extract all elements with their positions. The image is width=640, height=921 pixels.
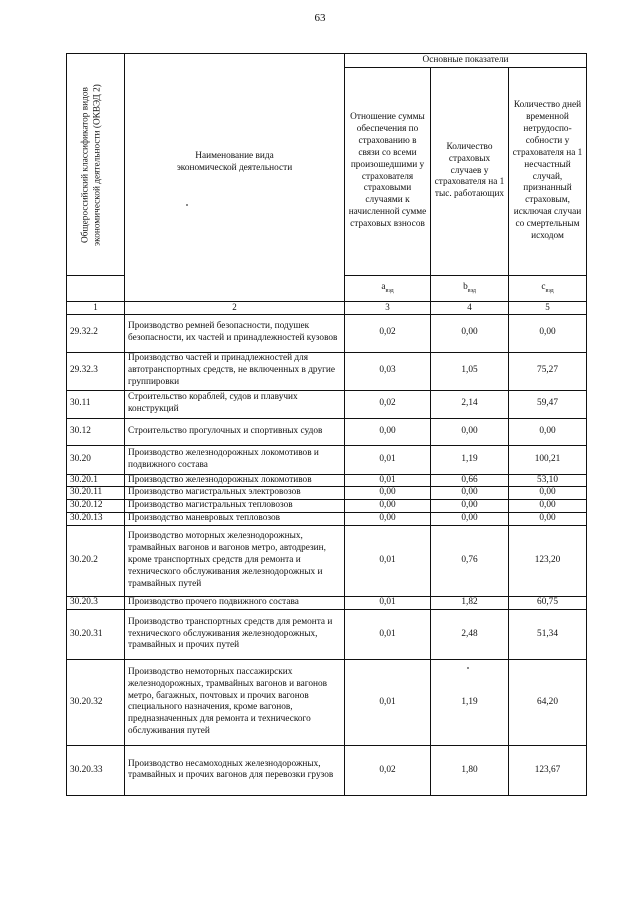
table-row <box>67 314 587 352</box>
col-number-3: 3 <box>345 302 431 315</box>
row-code: 30.20.32 <box>67 659 125 745</box>
row-code: 30.20.11 <box>67 487 125 500</box>
row-code: 30.20.2 <box>67 526 125 597</box>
table-row <box>67 659 587 745</box>
row-value-c: 60,75 <box>509 597 587 610</box>
row-value-a: 0,02 <box>345 390 431 418</box>
col-number-1: 1 <box>67 302 125 315</box>
row-value-a: 0,01 <box>345 526 431 597</box>
row-value-a: 0,01 <box>345 659 431 745</box>
row-code: 30.20.13 <box>67 513 125 526</box>
row-name: Производство прочего подвижного состава <box>125 597 345 610</box>
table-row <box>67 390 587 418</box>
row-value-b: 1,05 <box>431 352 509 390</box>
row-value-a: 0,00 <box>345 500 431 513</box>
col-number-4: 4 <box>431 302 509 315</box>
header-col-c: Количество дней временной нетрудоспо-собности у страхователя на 1 несчастный случай, признанный страховым, исключая случаи со смертельным исходом <box>509 68 587 276</box>
table-row <box>67 487 587 500</box>
row-value-c: 123,20 <box>509 526 587 597</box>
table-row <box>67 474 587 487</box>
row-name: Производство частей и принадлежностей для автотранспортных средств, не включенных в другие группировки <box>125 352 345 390</box>
row-value-a: 0,00 <box>345 487 431 500</box>
header-name-text: Наименование вида экономической деятельности <box>176 150 293 173</box>
row-code: 30.20 <box>67 445 125 474</box>
row-value-b: 1,19 <box>431 445 509 474</box>
row-name: Строительство кораблей, судов и плавучих конструкций <box>125 390 345 418</box>
header-group: Основные показатели <box>345 54 587 68</box>
row-value-b: 0,00 <box>431 513 509 526</box>
scan-speck <box>467 667 469 669</box>
row-value-b: 0,76 <box>431 526 509 597</box>
row-name: Производство магистральных электровозов <box>125 487 345 500</box>
row-value-b: 0,66 <box>431 474 509 487</box>
row-code: 30.20.1 <box>67 474 125 487</box>
row-value-b: 0,00 <box>431 418 509 445</box>
row-value-c: 51,34 <box>509 609 587 659</box>
header-okved: Общероссийский классификатор видов экономической деятельности (ОКВЭД 2) <box>80 83 102 246</box>
row-value-b: 0,00 <box>431 314 509 352</box>
header-col-a: Отношение суммы обеспечения по страхованию в связи со всеми произошедшими у страхователя страховыми случаями к начисленной сумме страховых взносов <box>345 68 431 276</box>
row-value-c: 0,00 <box>509 513 587 526</box>
col-number-5: 5 <box>509 302 587 315</box>
row-value-c: 123,67 <box>509 745 587 795</box>
row-value-b: 1,19 <box>431 659 509 745</box>
row-value-b: 0,00 <box>431 500 509 513</box>
row-code: 29.32.2 <box>67 314 125 352</box>
row-code: 30.20.12 <box>67 500 125 513</box>
row-value-b: 2,48 <box>431 609 509 659</box>
row-name: Строительство прогулочных и спортивных судов <box>125 418 345 445</box>
table-row <box>67 526 587 597</box>
row-name: Производство немоторных пассажирских железнодорожных, трамвайных вагонов и вагонов метро, багажных, почтовых и прочих вагонов специального назначения, кроме вагонов, предназначенных для ремонта и технического обслуживания путей <box>125 659 345 745</box>
col-number-2: 2 <box>125 302 345 315</box>
row-code: 30.20.31 <box>67 609 125 659</box>
row-name: Производство маневровых тепловозов <box>125 513 345 526</box>
table-row <box>67 745 587 795</box>
row-value-c: 0,00 <box>509 500 587 513</box>
table-row <box>67 352 587 390</box>
symbol-b: $b_{вэд}$ <box>431 276 509 302</box>
row-name: Производство несамоходных железнодорожных, трамвайных и прочих вагонов для перевозки грузов <box>125 745 345 795</box>
row-value-a: 0,01 <box>345 474 431 487</box>
row-name: Производство моторных железнодорожных, трамвайных вагонов и вагонов метро, автодрезин, кроме транспортных средств для ремонта и технического обслуживания железнодорожных и трамвайных путей <box>125 526 345 597</box>
row-value-c: 100,21 <box>509 445 587 474</box>
symbol-a: $a_{вэд}$ <box>345 276 431 302</box>
page-number: 63 <box>314 12 326 24</box>
row-value-c: 0,00 <box>509 487 587 500</box>
row-code: 30.20.33 <box>67 745 125 795</box>
table-row <box>67 513 587 526</box>
row-value-b: 0,00 <box>431 487 509 500</box>
row-name: Производство железнодорожных локомотивов и подвижного состава <box>125 445 345 474</box>
table-row <box>67 418 587 445</box>
row-code: 30.11 <box>67 390 125 418</box>
row-value-a: 0,00 <box>345 418 431 445</box>
row-value-b: 1,82 <box>431 597 509 610</box>
header-okved-cell <box>67 54 125 276</box>
table-row <box>67 597 587 610</box>
row-value-c: 64,20 <box>509 659 587 745</box>
row-name: Производство магистральных тепловозов <box>125 500 345 513</box>
row-code: 30.12 <box>67 418 125 445</box>
row-value-a: 0,00 <box>345 513 431 526</box>
row-value-b: 1,80 <box>431 745 509 795</box>
row-value-c: 75,27 <box>509 352 587 390</box>
row-code: 30.20.3 <box>67 597 125 610</box>
indicators-table <box>66 53 587 796</box>
header-okved-filler <box>67 276 125 302</box>
row-value-a: 0,01 <box>345 597 431 610</box>
row-value-c: 59,47 <box>509 390 587 418</box>
table-row <box>67 445 587 474</box>
row-value-a: 0,01 <box>345 445 431 474</box>
row-value-a: 0,01 <box>345 609 431 659</box>
row-value-c: 53,10 <box>509 474 587 487</box>
row-value-c: 0,00 <box>509 314 587 352</box>
header-col-b: Количество страховых случаев у страхователя на 1 тыс. работающих <box>431 68 509 276</box>
table-row <box>67 609 587 659</box>
scan-speck <box>186 204 188 206</box>
row-code: 29.32.3 <box>67 352 125 390</box>
row-value-b: 2,14 <box>431 390 509 418</box>
row-name: Производство транспортных средств для ремонта и технического обслуживания железнодорожных, трамвайных и прочих путей <box>125 609 345 659</box>
symbol-c: $c_{вэд}$ <box>509 276 587 302</box>
row-value-a: 0,03 <box>345 352 431 390</box>
row-value-a: 0,02 <box>345 745 431 795</box>
row-value-a: 0,02 <box>345 314 431 352</box>
header-name <box>125 54 345 302</box>
row-name: Производство железнодорожных локомотивов <box>125 474 345 487</box>
row-value-c: 0,00 <box>509 418 587 445</box>
row-name: Производство ремней безопасности, подушек безопасности, их частей и принадлежностей кузовов <box>125 314 345 352</box>
table-row <box>67 500 587 513</box>
